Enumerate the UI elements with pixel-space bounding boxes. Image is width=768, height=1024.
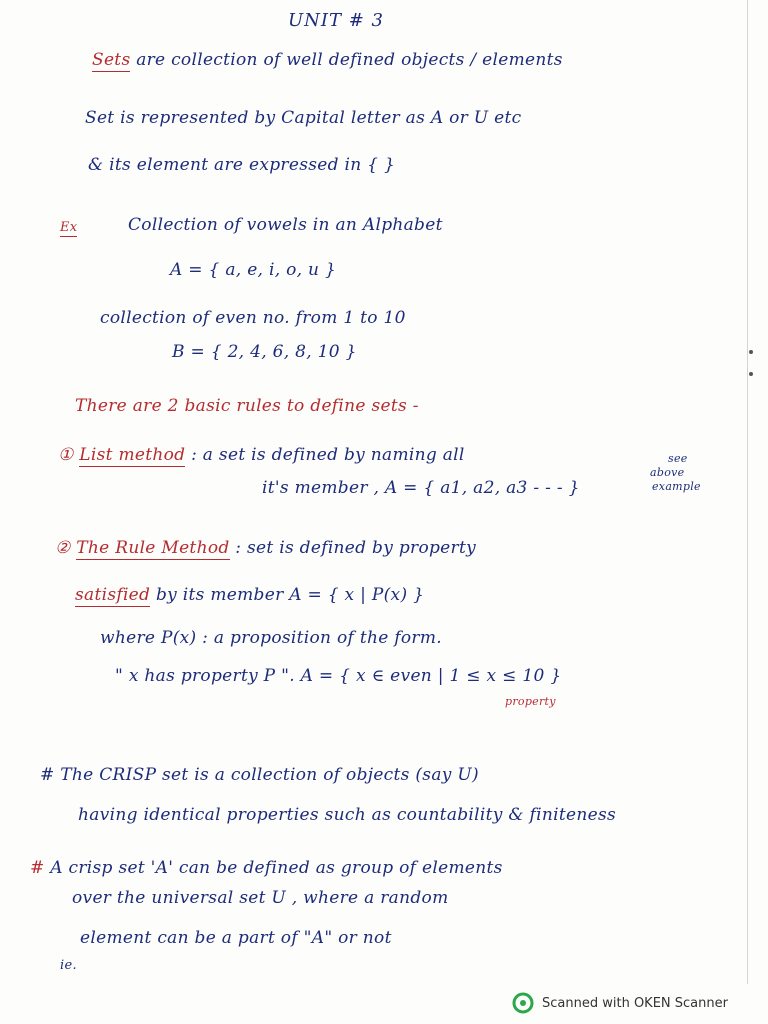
list-note-above: above	[650, 466, 685, 479]
line-braces: & its element are expressed in { }	[88, 155, 396, 175]
crisp-line-4: over the universal set U , where a random	[72, 888, 449, 908]
crisp-line-1: # The CRISP set is a collection of objects (say U)	[40, 765, 479, 785]
margin-dot	[749, 350, 753, 354]
crisp-hash: #	[30, 858, 45, 878]
crisp-line-5: element can be a part of "A" or not	[80, 928, 392, 948]
crisp-line-6: ie.	[60, 958, 77, 973]
example-set-a: A = { a, e, i, o, u }	[170, 260, 337, 280]
sets-definition-text: are collection of well defined objects / elements	[136, 50, 563, 70]
crisp-line-3-text: A crisp set 'A' can be defined as group of elements	[50, 858, 503, 878]
list-note-see: see	[668, 452, 688, 465]
rule-method-title: The Rule Method	[76, 538, 230, 558]
rule-method-where: where P(x) : a proposition of the form.	[100, 628, 442, 648]
line-capital-letter: Set is represented by Capital letter as A or U etc	[85, 108, 522, 128]
satisfied-word: satisfied	[75, 585, 151, 605]
rule-method-set: by its member A = { x | P(x) }	[155, 585, 425, 605]
margin-dot	[749, 372, 753, 376]
property-annotation: property	[505, 695, 556, 708]
unit-title: UNIT # 3	[288, 10, 385, 31]
rule-method-example: " x has property P ". A = { x ∈ even | 1 ≤ x ≤ 10 }	[115, 666, 562, 686]
rule-method-satisfied	[75, 585, 424, 605]
example-label: Ex	[60, 220, 78, 235]
rules-intro: There are 2 basic rules to define sets -	[75, 396, 419, 416]
line-sets-definition	[92, 50, 563, 70]
scanner-watermark-text: Scanned with OKEN Scanner	[542, 995, 728, 1011]
sets-keyword: Sets	[92, 50, 131, 70]
crisp-line-2: having identical properties such as countability & finiteness	[78, 805, 616, 825]
rule-method-text: : set is defined by property	[235, 538, 476, 558]
rule-method-number: ②	[55, 538, 71, 558]
example-set-b: B = { 2, 4, 6, 8, 10 }	[172, 342, 357, 362]
scanner-watermark	[512, 990, 762, 1016]
list-method-text: : a set is defined by naming all	[191, 445, 465, 465]
example-even: collection of even no. from 1 to 10	[100, 308, 406, 328]
oken-logo-icon	[512, 992, 534, 1014]
page-edge-line	[747, 0, 748, 984]
rule-method-line	[55, 538, 476, 558]
list-method-example: it's member , A = { a1, a2, a3 - - - }	[262, 478, 580, 498]
list-note-example: example	[652, 480, 701, 493]
list-method-title: List method	[79, 445, 186, 465]
list-method-number: ①	[58, 445, 74, 465]
example-vowels: Collection of vowels in an Alphabet	[128, 215, 443, 235]
crisp-line-3	[30, 858, 503, 878]
list-method-line	[58, 445, 465, 465]
